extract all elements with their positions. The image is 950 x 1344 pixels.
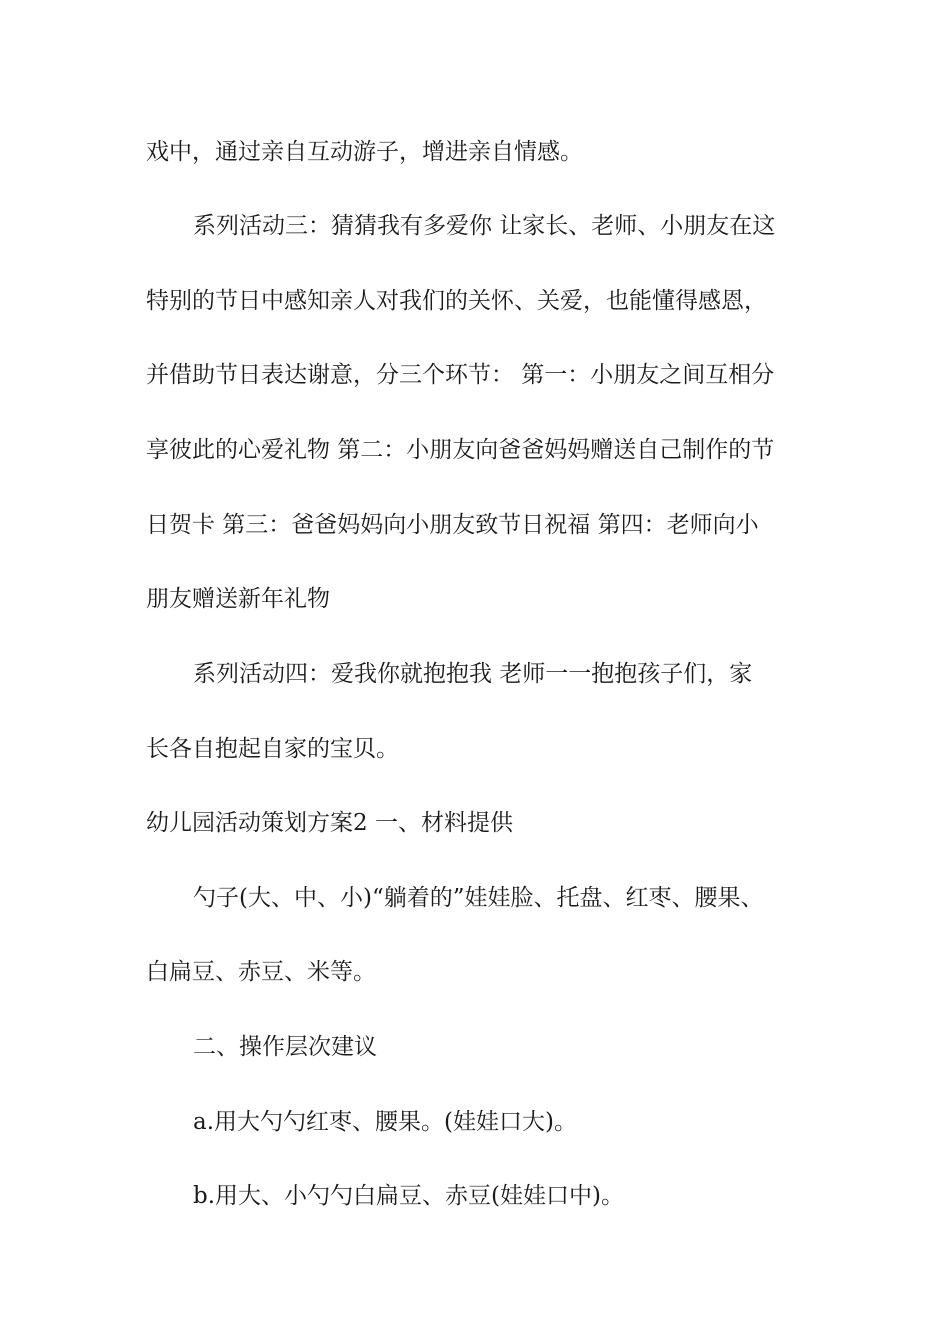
text-line-1: 戏中，通过亲自互动游子，增进亲自情感。 [146,139,583,165]
text-line-4: 并借助节日表达谢意，分三个环节： 第一：小朋友之间互相分 [146,362,775,388]
text-line-9: 长各自抱起自家的宝贝。 [146,736,399,762]
text-line-5: 享彼此的心爱礼物 第二：小朋友向爸爸妈妈赠送自己制作的节 [146,437,775,463]
text-line-6: 日贺卡 第三：爸爸妈妈向小朋友致节日祝福 第四：老师向小 [146,512,759,538]
text-line-2: 系列活动三：猜猜我有多爱你 让家长、老师、小朋友在这 [193,213,776,239]
list-item-a: a.用大勺勺红枣、腰果。(娃娃口大)。 [193,1109,577,1135]
text-line-8: 系列活动四：爱我你就抱抱我 老师一一抱抱孩子们，家 [193,661,753,687]
text-line-7: 朋友赠送新年礼物 [146,586,330,612]
text-line-3: 特别的节日中感知亲人对我们的关怀、关爱，也能懂得感恩， [146,288,767,314]
subheading: 二、操作层次建议 [193,1034,377,1060]
text-line-12: 白扁豆、赤豆、米等。 [146,959,376,985]
text-line-11: 勺子(大、中、小)“躺着的”娃娃脸、托盘、红枣、腰果、 [193,885,764,911]
list-item-b: b.用大、小勺勺白扁豆、赤豆(娃娃口中)。 [193,1183,624,1209]
section-heading: 幼儿园活动策划方案2 一、材料提供 [146,810,513,836]
